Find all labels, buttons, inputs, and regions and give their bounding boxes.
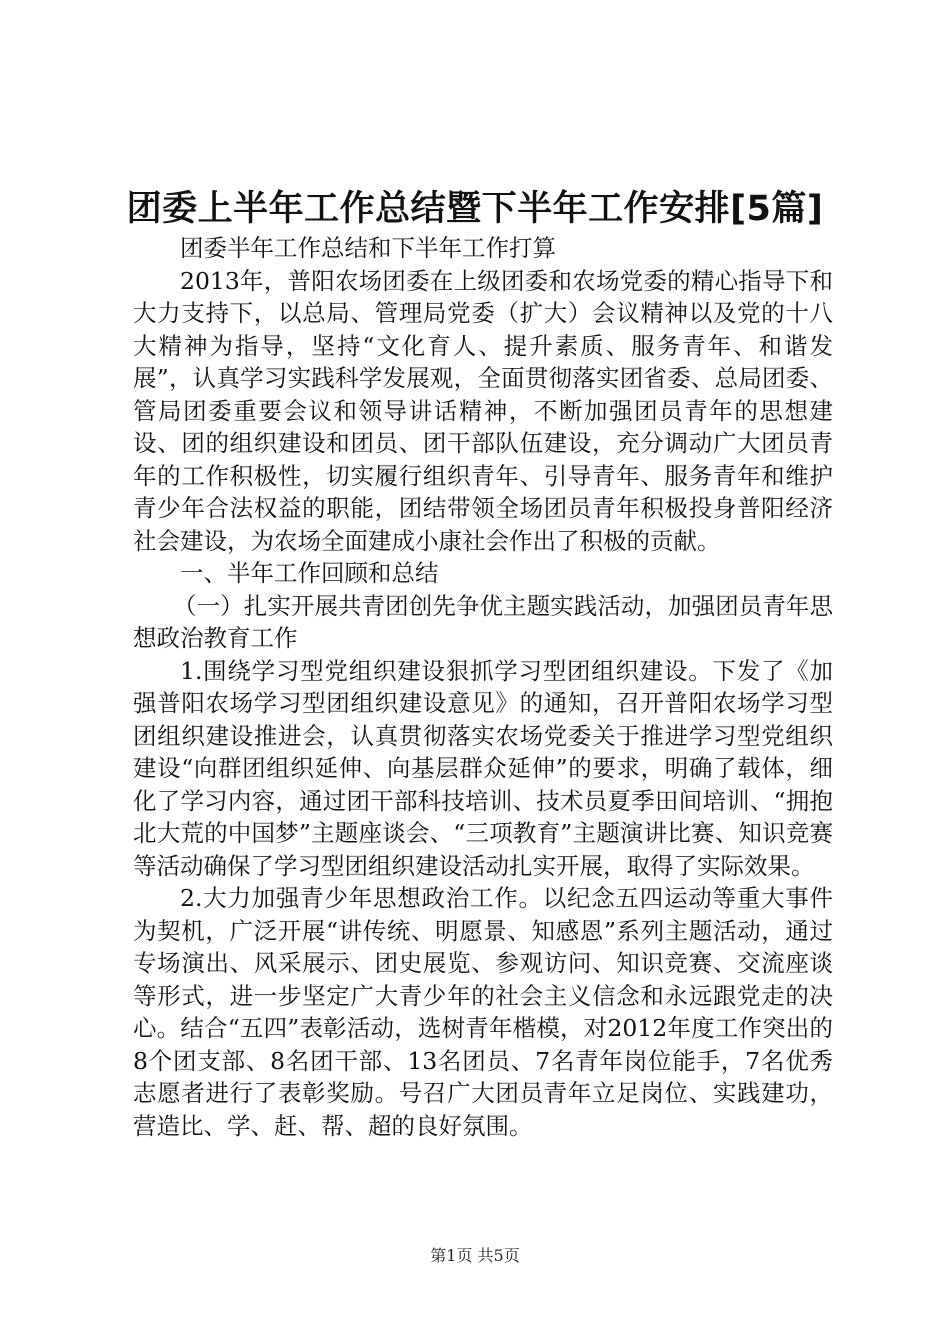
subsection-heading: （一）扎实开展共青团创先争优主题实践活动，加强团员青年思想政治教育工作 xyxy=(133,591,833,652)
paragraph-item-1: 1.围绕学习型党组织建设狠抓学习型团组织建设。下发了《加强普阳农场学习型团组织建设意见》的通知，召开普阳农场学习型团组织建设推进会，认真贯彻落实农场党委关于推进学习型党组织建设“向群团组织延伸、向基层群众延伸”的要求，明确了载体，细化了学习内容，通过团干部科技培训、技术员夏季田间培训、“拥抱北大荒的中国梦”主题座谈会、“三项教育”主题演讲比赛、知识竞赛等活动确保了学习型团组织建设活动扎实开展，取得了实际效果。 xyxy=(133,656,833,880)
paragraph-item-2: 2.大力加强青少年思想政治工作。以纪念五四运动等重大事件为契机，广泛开展“讲传统、明愿景、知感恩”系列主题活动，通过专场演出、风采展示、团史展览、参观访问、知识竞赛、交流座谈等形式，进一步坚定广大青少年的社会主义信念和永远跟党走的决心。结合“五四”表彰活动，选树青年楷模，对2012年度工作突出的8个团支部、8名团干部、13名团员、7名青年岗位能手，7名优秀志愿者进行了表彰奖励。号召广大团员青年立足岗位、实践建功，营造比、学、赶、帮、超的良好氛围。 xyxy=(133,884,833,1140)
document-body xyxy=(133,232,833,1142)
page-number-footer: 第1页 共5页 xyxy=(430,1246,520,1265)
section-heading: 一、半年工作回顾和总结 xyxy=(180,559,439,587)
paragraph-intro: 2013年，普阳农场团委在上级团委和农场党委的精心指导下和大力支持下，以总局、管理局党委（扩大）会议精神以及党的十八大精神为指导，坚持“文化育人、提升素质、服务青年、和谐发展”，认真学习实践科学发展观，全面贯彻落实团省委、总局团委、管局团委重要会议和领导讲话精神，不断加强团员青年的思想建设、团的组织建设和团员、团干部队伍建设，充分调动广大团员青年的工作积极性，切实履行组织青年、引导青年、服务青年和维护青少年合法权益的职能，团结带领全场团员青年积极投身普阳经济社会建设，为农场全面建成小康社会作出了积极的贡献。 xyxy=(133,266,833,555)
paragraph-subtitle: 团委半年工作总结和下半年工作打算 xyxy=(180,234,556,262)
document-title: 团委上半年工作总结暨下半年工作安排[5篇] xyxy=(126,189,824,229)
